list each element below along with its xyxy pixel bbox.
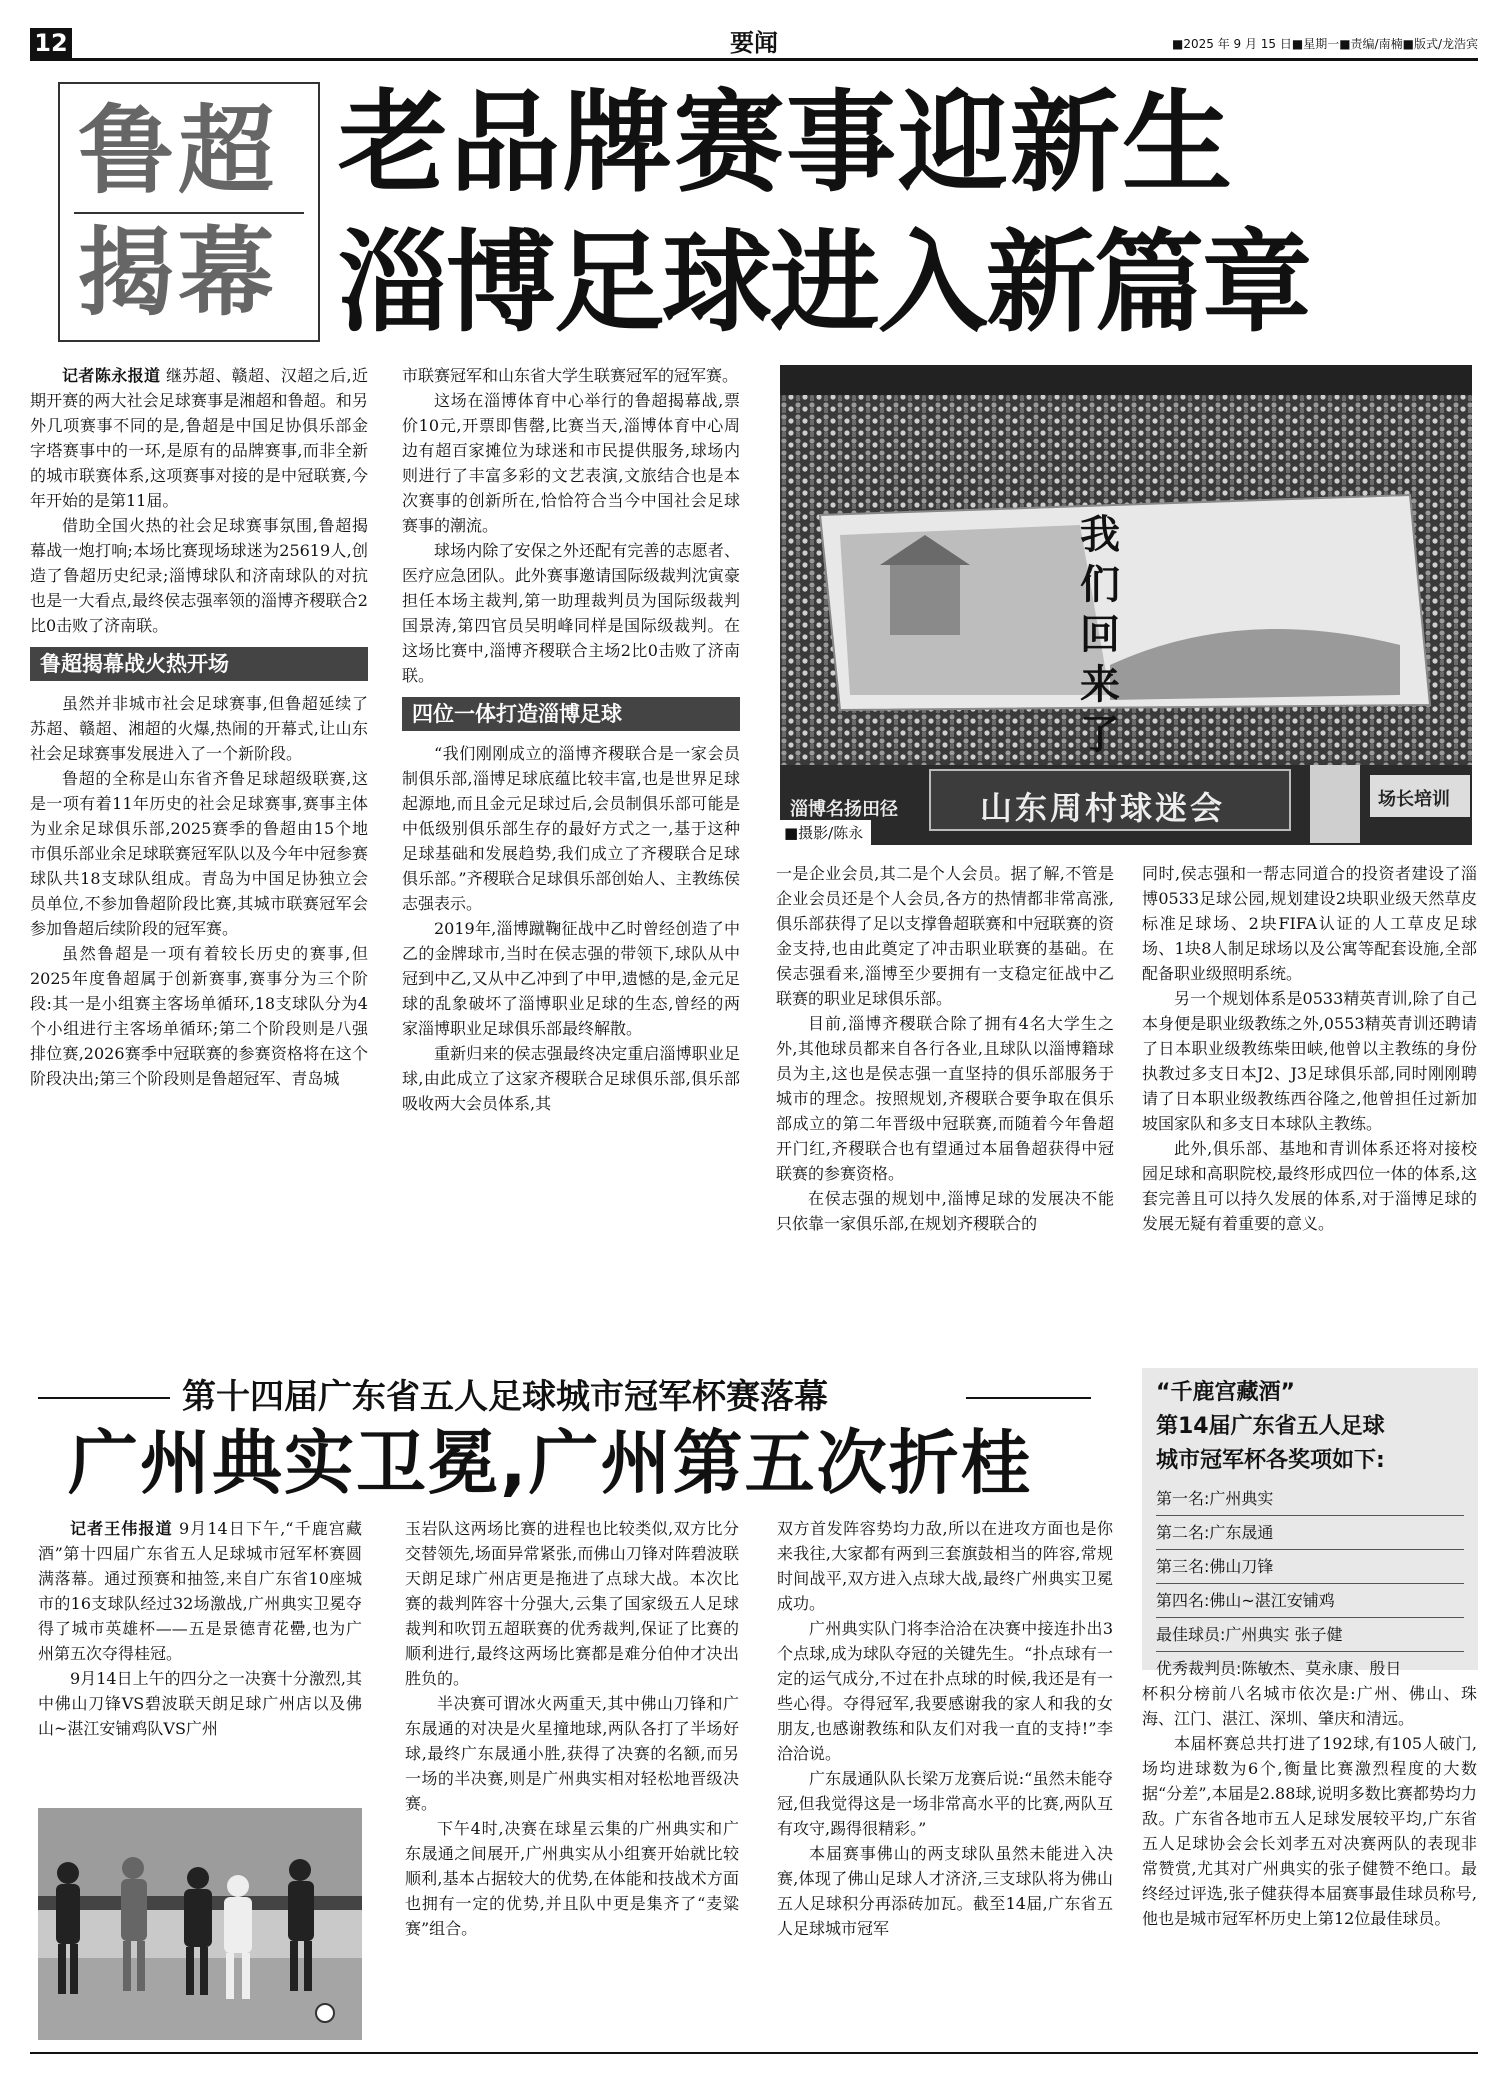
ad-board-2: 山东周村球迷会 <box>980 789 1226 827</box>
story2-paragraph: 下午4时,决赛在球星云集的广州典实和广东晟通之间展开,广州典实从小组赛开始就比较顺利,基本占据较大的优势,在体能和技战术方面也拥有一定的优势,并且队中更是集齐了“麦粱赛”组合。 <box>405 1819 739 1938</box>
story1-paragraph: 一是企业会员,其二是个人会员。据了解,不管是企业会员还是个人会员,各方的热情都非常高涨,俱乐部获得了足以支撑鲁超联赛和中冠联赛的资金支持,也由此奠定了冲击职业联赛的基础。在侯志强看来,淄博至少要拥有一支稳定征战中乙联赛的职业足球俱乐部。 <box>776 864 1114 1008</box>
headline-line1: 老品牌赛事迎新生 <box>338 79 1234 207</box>
award-item: 第三名:佛山刀锋 <box>1156 1550 1464 1584</box>
date-info: ■2025 年 9 月 15 日■星期一■责编/南楠■版式/龙浩宾 <box>1172 37 1478 51</box>
subheading-2: 四位一体打造淄博足球 <box>402 697 740 731</box>
kicker-line1: 鲁超 <box>78 95 278 207</box>
story1-paragraph: 另一个规划体系是0533精英青训,除了自己本身便是职业级教练之外,0553精英青训还聘请了日本职业级教练柴田峡,他曾以主教练的身份执教过多支日本J2、J3足球俱乐部,同时刚刚聘请了日本职业级教练西谷隆之,他曾担任过新加坡国家队和多支日本球队主教练。 <box>1142 989 1477 1133</box>
awards-box <box>1142 1368 1478 1678</box>
banner-text: 我们回来了 <box>1080 511 1120 758</box>
ad-board-3: 场长培训 <box>1378 789 1450 810</box>
story2-paragraph: 本届赛事佛山的两支球队虽然未能进入决赛,体现了佛山足球人才济济,三支球队将为佛山五人足球积分再添砖加瓦。截至14届,广东省五人足球城市冠军 <box>777 1844 1113 1938</box>
story1-paragraph: 这场在淄博体育中心举行的鲁超揭幕战,票价10元,开票即售罄,比赛当天,淄博体育中心周边有超百家摊位为球迷和市民提供服务,球场内则进行了丰富多彩的文艺表演,文旅结合也是本次赛事的创新所在,恰恰符合当今中国社会足球赛事的潮流。 <box>402 391 740 535</box>
section-name: 要闻 <box>730 29 778 57</box>
story1-paragraph: 同时,侯志强和一帮志同道合的投资者建设了淄博0533足球公园,规划建设2块职业级天然草皮标准足球场、2块FIFA认证的人工草皮足球场、1块8人制足球场以及公寓等配套设施,全部配备职业级照明系统。 <box>1142 864 1477 983</box>
story2-paragraph: 玉岩队这两场比赛的进程也比较类似,双方比分交替领先,场面异常紧张,而佛山刀锋对阵碧波联天朗足球广州店更是拖进了点球大战。本次比赛的裁判阵容十分强大,云集了国家级五人足球裁判和吹罚五超联赛的优秀裁判,保证了比赛的顺利进行,最终这两场比赛都是难分伯仲才决出胜负的。 <box>405 1519 739 1688</box>
story1-paragraph: 继苏超、赣超、汉超之后,近期开赛的两大社会足球赛事是湘超和鲁超。和另外几项赛事不同的是,鲁超是中国足协俱乐部金字塔赛事中的一环,是原有的品牌赛事,而非全新的城市联赛体系,这项赛事对接的是中冠联赛,今年开始的是第11届。 <box>30 366 368 510</box>
story2-paragraph: 双方首发阵容势均力敌,所以在进攻方面也是你来我往,大家都有两到三套旗鼓相当的阵容,常规时间战平,双方进入点球大战,最终广州典实卫冕成功。 <box>777 1519 1113 1613</box>
story1-paragraph: 重新归来的侯志强最终决定重启淄博职业足球,由此成立了这家齐稷联合足球俱乐部,俱乐部吸收两大会员体系,其 <box>402 1044 740 1113</box>
award-item: 优秀裁判员:陈敏杰、莫永康、殷日 <box>1156 1659 1402 1678</box>
subheading-1: 鲁超揭幕战火热开场 <box>30 647 368 681</box>
story1-column3 <box>776 861 1114 1236</box>
story1-paragraph: 借助全国火热的社会足球赛事氛围,鲁超揭幕战一炮打响;本场比赛现场球迷为25619人,创造了鲁超历史纪录;淄博球队和济南球队的对抗也是一大看点,最终侯志强率领的淄博齐稷联合2比0击败了济南联。 <box>30 516 368 635</box>
story2-byline: 记者王伟报道 <box>70 1519 173 1538</box>
story2-paragraph: 广州典实队门将李洽洽在决赛中接连扑出3个点球,成为球队夺冠的关键先生。“扑点球有一定的运气成分,不过在扑点球的时候,我还是有一些心得。夺得冠军,我要感谢我的家人和我的女朋友,也感谢教练和队友们对我一直的支持!”李洽洽说。 <box>777 1619 1113 1763</box>
story2-paragraph: 广东晟通队队长梁万龙赛后说:“虽然未能夺冠,但我觉得这是一场非常高水平的比赛,两队互有攻守,踢得很精彩。” <box>777 1769 1113 1838</box>
award-item: 最佳球员:广州典实 张子健 <box>1156 1618 1464 1652</box>
story2-headline: 广州典实卫冕,广州第五次折桂 <box>68 1422 1033 1504</box>
bottom-rule <box>30 2052 1478 2054</box>
story1-paragraph: 虽然鲁超是一项有着较长历史的赛事,但2025年度鲁超属于创新赛事,赛事分为三个阶段:其一是小组赛主客场单循环,18支球队分为4个小组进行主客场单循环;第二个阶段则是八强排位赛,2026赛季中冠联赛的参赛资格将在这个阶段决出;第三个阶段则是鲁超冠军、青岛城 <box>30 944 368 1088</box>
story1-byline: 记者陈永报道 <box>62 366 161 385</box>
story2-paragraph: 杯积分榜前八名城市依次是:广州、佛山、珠海、江门、湛江、深圳、肇庆和清远。 <box>1142 1684 1477 1728</box>
headline-line2: 淄博足球进入新篇章 <box>338 219 1310 347</box>
story2-column4 <box>1142 1681 1477 1931</box>
story1-paragraph: 目前,淄博齐稷联合除了拥有4名大学生之外,其他球员都来自各行各业,且球队以淄博籍球员为主,这也是侯志强一直坚持的俱乐部服务于城市的理念。按照规划,齐稷联合要争取在俱乐部成立的第二年晋级中冠联赛,而随着今年鲁超开门红,齐稷联合也有望通过本届鲁超获得中冠联赛的参赛资格。 <box>776 1014 1114 1183</box>
story2-column1 <box>38 1516 362 1741</box>
story2-paragraph: 本届杯赛总共打进了192球,有105人破门,场均进球数为6个,衡量比赛激烈程度的大数据“分差”,本届是2.88球,说明多数比赛都势均力敌。广东省各地市五人足球发展较平均,广东省五人足球协会会长刘孝五对决赛两队的表现非常赞赏,尤其对广州典实的张子健赞不绝口。最终经过评选,张子健获得本届赛事最佳球员称号,他也是城市冠军杯历史上第12位最佳球员。 <box>1142 1734 1477 1928</box>
futsal-photo-illustration <box>38 1808 362 2040</box>
story1-paragraph: 此外,俱乐部、基地和青训体系还将对接校园足球和高职院校,最终形成四位一体的体系,这套完善且可以持久发展的体系,对于淄博足球的发展无疑有着重要的意义。 <box>1142 1139 1477 1233</box>
story1-paragraph: “我们刚刚成立的淄博齐稷联合是一家会员制俱乐部,淄博足球底蕴比较丰富,也是世界足球起源地,而且金元足球过后,会员制俱乐部可能是中低级别俱乐部生存的最好方式之一,基于这种足球基础和发展趋势,我们成立了齐稷联合足球俱乐部。”齐稷联合足球俱乐部创始人、主教练侯志强表示。 <box>402 744 740 913</box>
story2-kicker: 第十四届广东省五人足球城市冠军杯赛落幕 <box>182 1377 828 1417</box>
page-header <box>30 28 1478 61</box>
story2-paragraph: 半决赛可谓冰火两重天,其中佛山刀锋和广东晟通的对决是火星撞地球,两队各打了半场好球,最终广东晟通小胜,获得了决赛的名额,而另一场的半决赛,则是广州典实相对轻松地晋级决赛。 <box>405 1694 739 1813</box>
story2-column2 <box>405 1516 739 1941</box>
story1-paragraph: 虽然并非城市社会足球赛事,但鲁超延续了苏超、赣超、湘超的火爆,热闹的开幕式,让山东社会足球赛事发展进入了一个新阶段。 <box>30 694 368 763</box>
futsal-photo <box>38 1808 362 2040</box>
ad-board-1: 淄博名扬田径 <box>790 799 898 820</box>
story1-column1 <box>30 363 368 1091</box>
kicker-line2: 揭幕 <box>78 217 278 329</box>
story1-paragraph: 市联赛冠军和山东省大学生联赛冠军的冠军赛。 <box>402 366 739 385</box>
story2-column3 <box>777 1516 1113 1941</box>
award-item: 第一名:广州典实 <box>1156 1482 1464 1516</box>
story2-paragraph: 9月14日下午,“千鹿宫藏酒”第十四届广东省五人足球城市冠军杯赛圆满落幕。通过预赛和抽签,来自广东省10座城市的16支球队经过32场激战,广州典实卫冕夺得了城市英雄杯——五是景德青花罍,也为广州第五次夺得桂冠。 <box>38 1519 362 1663</box>
story1-column4 <box>1142 861 1477 1236</box>
award-item: 第四名:佛山~湛江安铺鸡 <box>1156 1584 1464 1618</box>
awards-title-line1: “千鹿宫藏酒” <box>1156 1380 1295 1405</box>
story2-paragraph: 9月14日上午的四分之一决赛十分激烈,其中佛山刀锋VS碧波联天朗足球广州店以及佛山~湛江安铺鸡队VS广州 <box>38 1669 362 1738</box>
story1-paragraph: 2019年,淄博蹴鞠征战中乙时曾经创造了中乙的金牌球市,当时在侯志强的带领下,球队从中冠到中乙,又从中乙冲到了中甲,遗憾的是,金元足球的乱象破坏了淄博职业足球的生态,曾经的两家淄博职业足球俱乐部最终解散。 <box>402 919 740 1038</box>
story1-paragraph: 在侯志强的规划中,淄博足球的发展决不能只依靠一家俱乐部,在规划齐稷联合的 <box>776 1189 1114 1233</box>
story1-column2 <box>402 363 740 1116</box>
award-item: 第二名:广东晟通 <box>1156 1516 1464 1550</box>
story1-paragraph: 球场内除了安保之外还配有完善的志愿者、医疗应急团队。此外赛事邀请国际级裁判沈寅豪担任本场主裁判,第一助理裁判员为国际级裁判国景涛,第四官员吴明峰同样是国际级裁判。在这场比赛中,淄博齐稷联合主场2比0击败了济南联。 <box>402 541 740 685</box>
photo-credit: ■摄影/陈永 <box>780 820 871 845</box>
story1-paragraph: 鲁超的全称是山东省齐鲁足球超级联赛,这是一项有着11年历史的社会足球赛事,赛事主体为业余足球俱乐部,2025赛季的鲁超由15个地市俱乐部业余足球联赛冠军队以及今年中冠参赛球队共18支球队组成。青岛为中国足协独立会员单位,不参加鲁超阶段比赛,其城市联赛冠军会参加鲁超后续阶段的冠军赛。 <box>30 769 368 938</box>
stadium-photo <box>780 365 1472 845</box>
awards-title-line2: 第14届广东省五人足球 <box>1156 1414 1385 1439</box>
kicker-rule-left <box>38 1397 170 1399</box>
awards-title-line3: 城市冠军杯各奖项如下: <box>1156 1448 1385 1473</box>
kicker-rule-right <box>966 1397 1091 1399</box>
kicker-box <box>58 82 320 342</box>
page-number: 12 <box>30 28 72 58</box>
